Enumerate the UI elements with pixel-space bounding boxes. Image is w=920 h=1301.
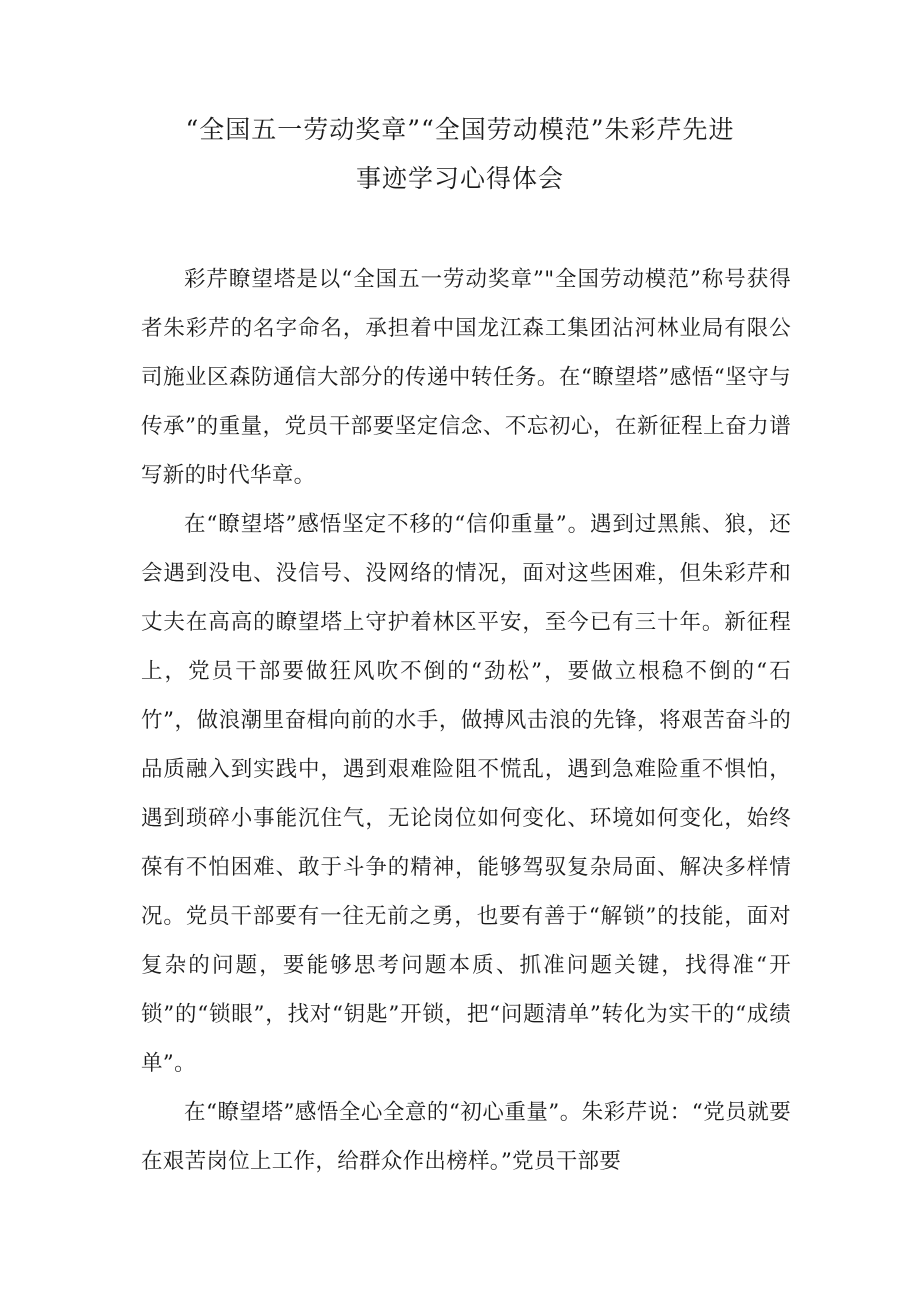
paragraph-intro: 彩芹瞭望塔是以“全国五一劳动奖章”"全国劳动模范”称号获得者朱彩芹的名字命名，承担着中国龙江森工集团沾河林业局有限公司施业区森防通信大部分的传递中转任务。在“瞭望塔”感悟“坚守与传承”的重量，党员干部要坚定信念、不忘初心，在新征程上奋力谱写新的时代华章。	[141, 267, 791, 488]
document-body	[141, 255, 791, 1186]
paragraph-original-aspiration: 在“瞭望塔”感悟全心全意的“初心重量”。朱彩芹说：“党员就要在艰苦岗位上工作，给群众作出榜样。”党员干部要	[141, 1100, 791, 1174]
paragraph-faith: 在“瞭望塔”感悟坚定不移的“信仰重量”。遇到过黑熊、狼，还会遇到没电、没信号、没网络的情况，面对这些困难，但朱彩芹和丈夫在高高的瞭望塔上守护着林区平安，至今已有三十年。新征程上，党员干部要做狂风吹不倒的“劲松”，要做立根稳不倒的“石竹”，做浪潮里奋楫向前的水手，做搏风击浪的先锋，将艰苦奋斗的品质融入到实践中，遇到艰难险阻不慌乱，遇到急难险重不惧怕，遇到琐碎小事能沉住气，无论岗位如何变化、环境如何变化，始终葆有不怕困难、敢于斗争的精神，能够驾驭复杂局面、解决多样情况。党员干部要有一往无前之勇，也要有善于“解锁”的技能，面对复杂的问题，要能够思考问题本质、抓准问题关键，找得准“开锁”的“锁眼”，找对“钥匙”开锁，把“问题清单”转化为实干的“成绩单”。	[141, 512, 791, 1076]
document-title-line-2: 事迹学习心得体会	[355, 164, 564, 193]
document-title-line-1: “全国五一劳动奖章”“全国劳动模范”朱彩芹先进	[185, 115, 735, 144]
